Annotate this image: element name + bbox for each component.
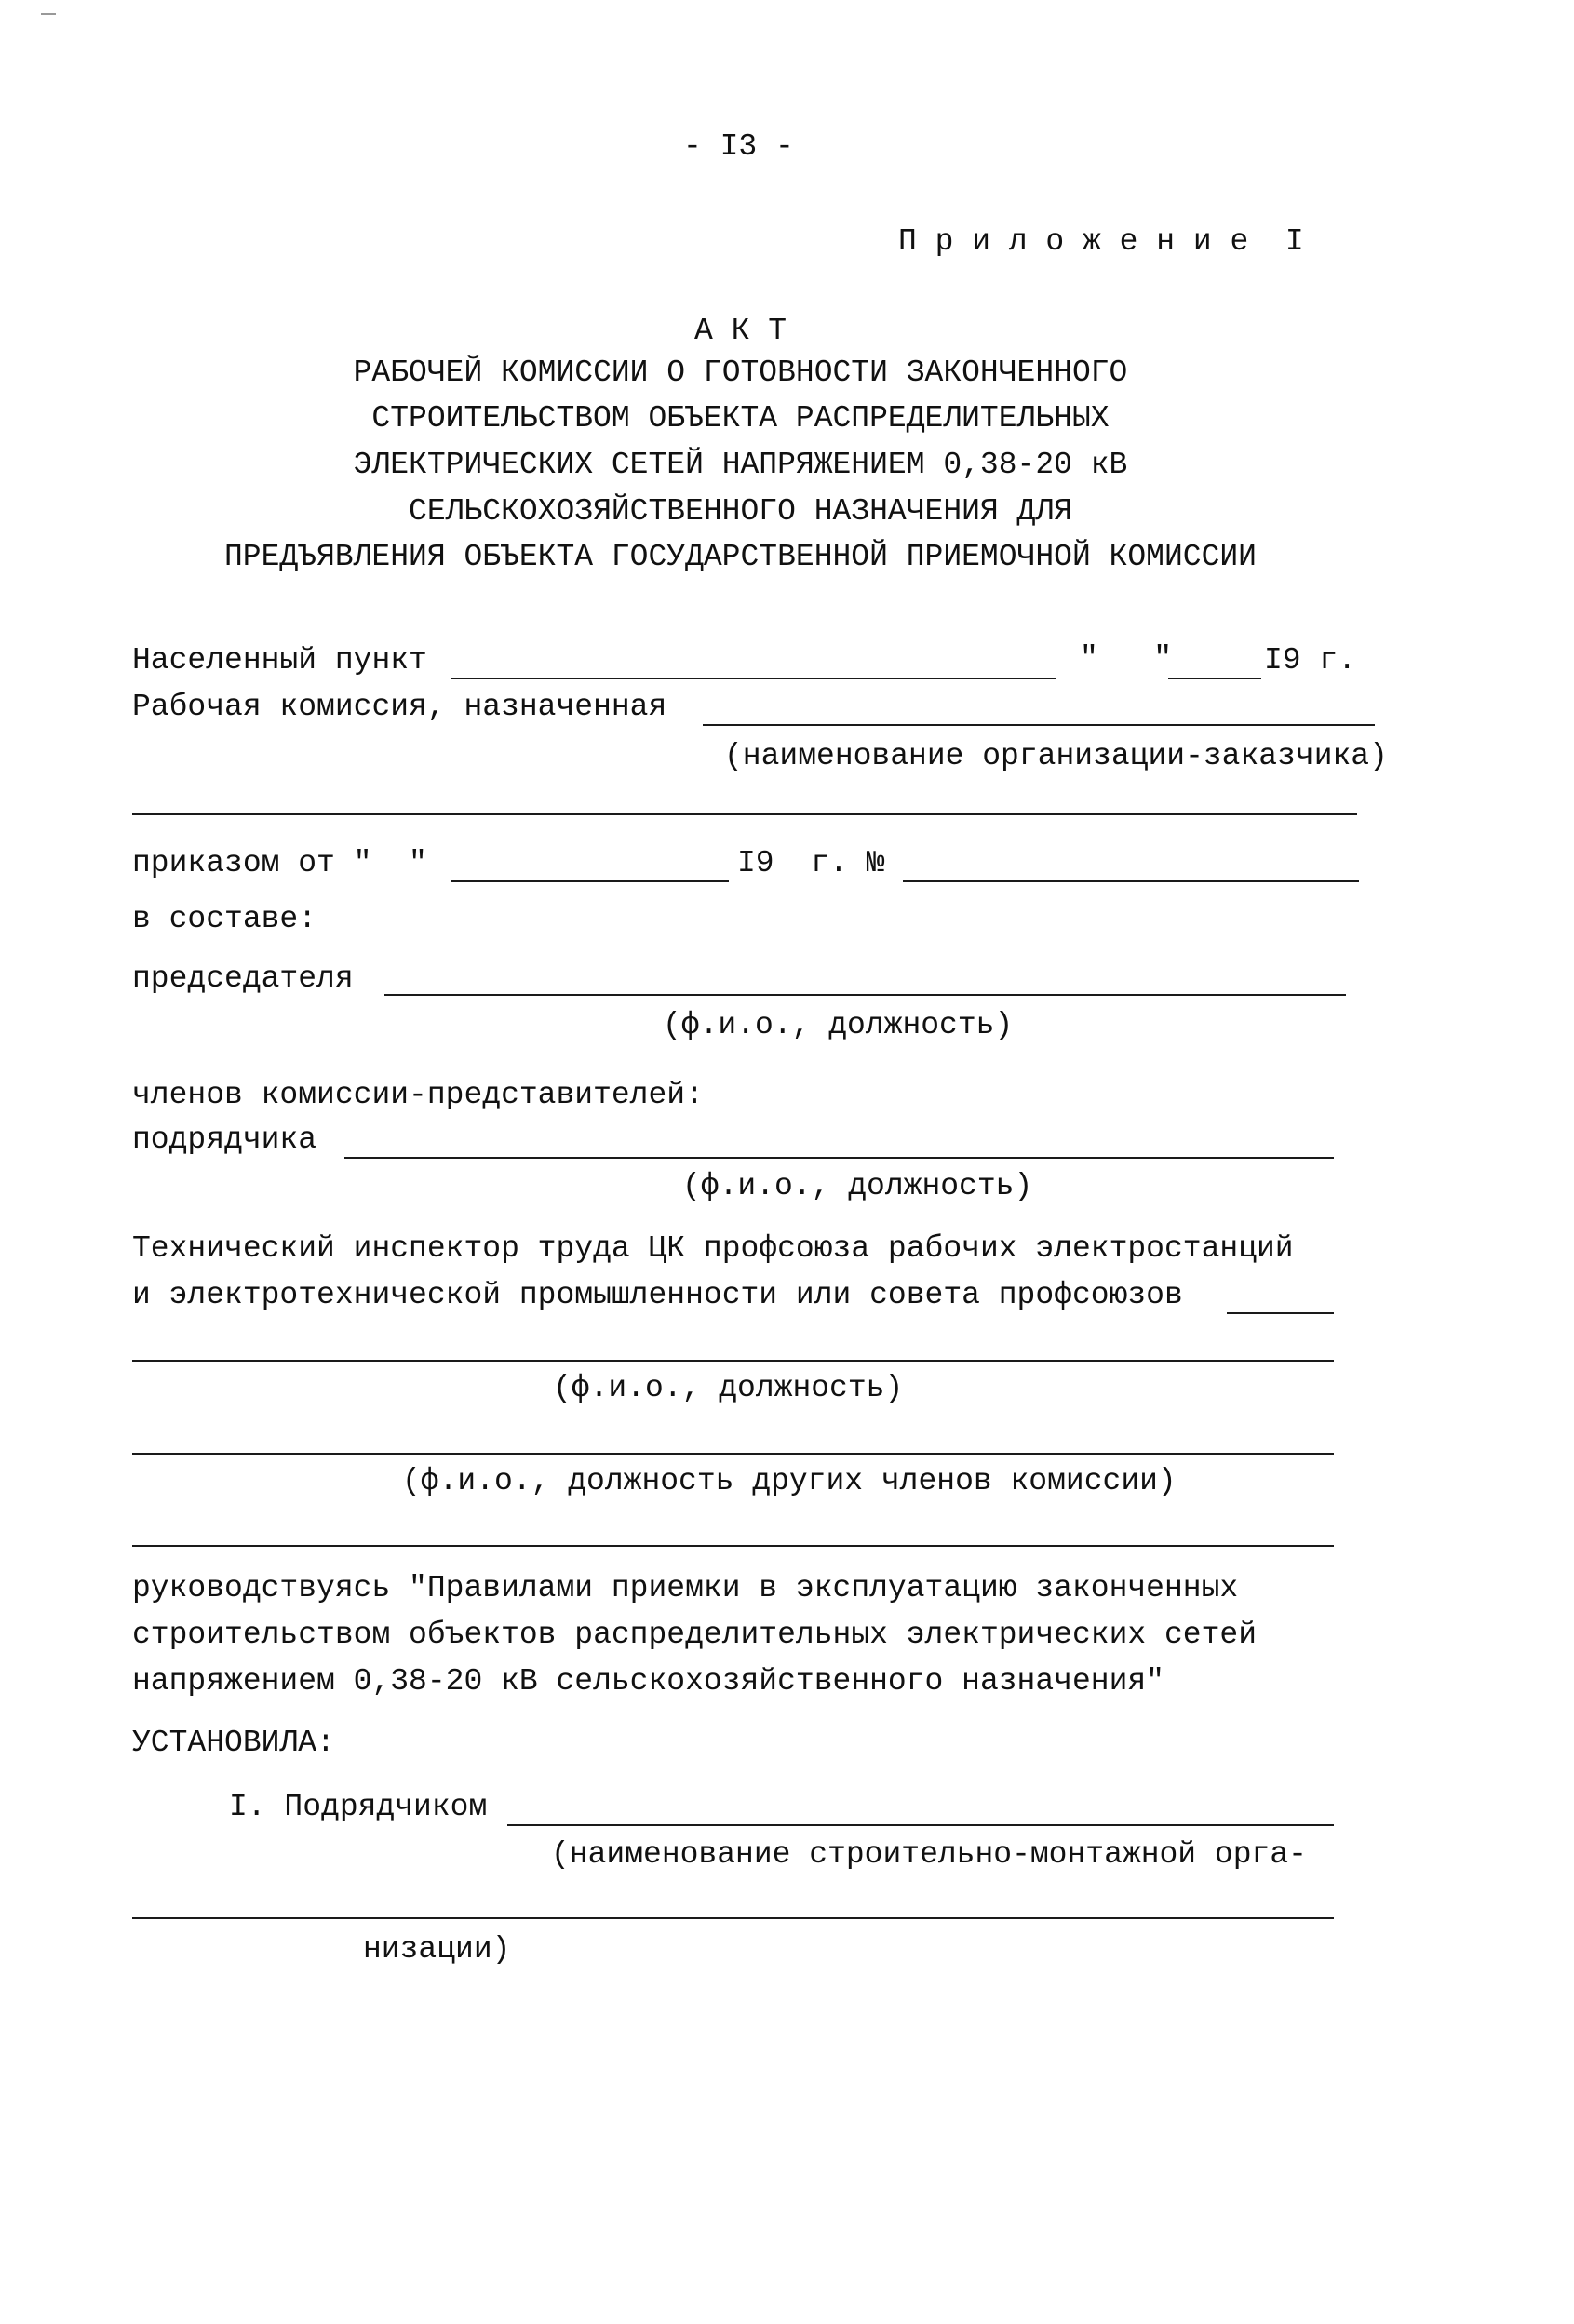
locality-label: Населенный пункт [132,643,427,678]
act-title-line: СТРОИТЕЛЬСТВОМ ОБЪЕКТА РАСПРЕДЕЛИТЕЛЬНЫХ [371,401,1110,436]
other-members-field[interactable] [132,1453,1334,1455]
appendix-label: П р и л о ж е н и е I [898,224,1304,259]
item1-label: I. Подрядчиком [229,1790,488,1824]
year-suffix: I9 г. [1264,643,1357,678]
day-field[interactable] [1168,678,1261,679]
order-year: I9 г. № [737,846,885,880]
established-label: УСТАНОВИЛА: [132,1726,335,1760]
inspector-field-continued[interactable] [132,1360,1334,1362]
commission-field-continued[interactable] [132,813,1357,815]
scan-mark [41,13,56,15]
item1-field-continued[interactable] [132,1917,1334,1919]
other-members-hint: (ф.и.о., должность других членов комиссии) [402,1464,1177,1498]
members-label: членов комиссии-представителей: [132,1078,704,1112]
inspector-text: и электротехнической промышленности или совета профсоюзов [132,1278,1183,1312]
act-title-line: СЕЛЬСКОХОЗЯЙСТВЕННОГО НАЗНАЧЕНИЯ ДЛЯ [409,494,1072,529]
guided-text: строительством объектов распределительных электрических сетей [132,1618,1257,1652]
contractor-label: подрядчика [132,1122,317,1157]
order-number-field[interactable] [903,880,1359,882]
commission-field[interactable] [703,724,1375,726]
composition-label: в составе: [132,902,317,936]
act-heading: А К Т [693,314,787,348]
other-members-field-continued[interactable] [132,1545,1334,1547]
date-quotes: " " [1080,641,1173,676]
contractor-hint: (ф.и.о., должность) [682,1169,1033,1203]
act-title-line: ПРЕДЪЯВЛЕНИЯ ОБЪЕКТА ГОСУДАРСТВЕННОЙ ПРИЕМОЧНОЙ КОМИССИИ [224,540,1257,574]
inspector-field[interactable] [1227,1312,1334,1314]
guided-text: руководствуясь "Правилами приемки в эксплуатацию законченных [132,1571,1239,1605]
chairman-field[interactable] [384,994,1346,996]
item1-field[interactable] [507,1824,1334,1826]
act-title-line: ЭЛЕКТРИЧЕСКИХ СЕТЕЙ НАПРЯЖЕНИЕМ 0,38-20 кВ [353,448,1128,482]
contractor-field[interactable] [344,1157,1334,1159]
item1-hint: (наименование строительно-монтажной орга- [551,1837,1307,1872]
locality-field[interactable] [451,678,1056,679]
commission-label: Рабочая комиссия, назначенная [132,690,667,724]
page-number: - I3 - [683,129,794,164]
order-date-field[interactable] [451,880,729,882]
guided-text: напряжением 0,38-20 кВ сельскохозяйственного назначения" [132,1664,1164,1699]
item1-hint-continued: низации) [363,1932,511,1967]
inspector-text: Технический инспектор труда ЦК профсоюза рабочих электростанций [132,1231,1294,1266]
chairman-hint: (ф.и.о., должность) [663,1008,1014,1042]
order-label: приказом от " " [132,846,427,880]
inspector-hint: (ф.и.о., должность) [553,1371,904,1405]
act-title-line: РАБОЧЕЙ КОМИССИИ О ГОТОВНОСТИ ЗАКОНЧЕННОГО [353,356,1128,390]
chairman-label: председателя [132,961,354,996]
commission-hint: (наименование организации-заказчика) [724,739,1388,773]
